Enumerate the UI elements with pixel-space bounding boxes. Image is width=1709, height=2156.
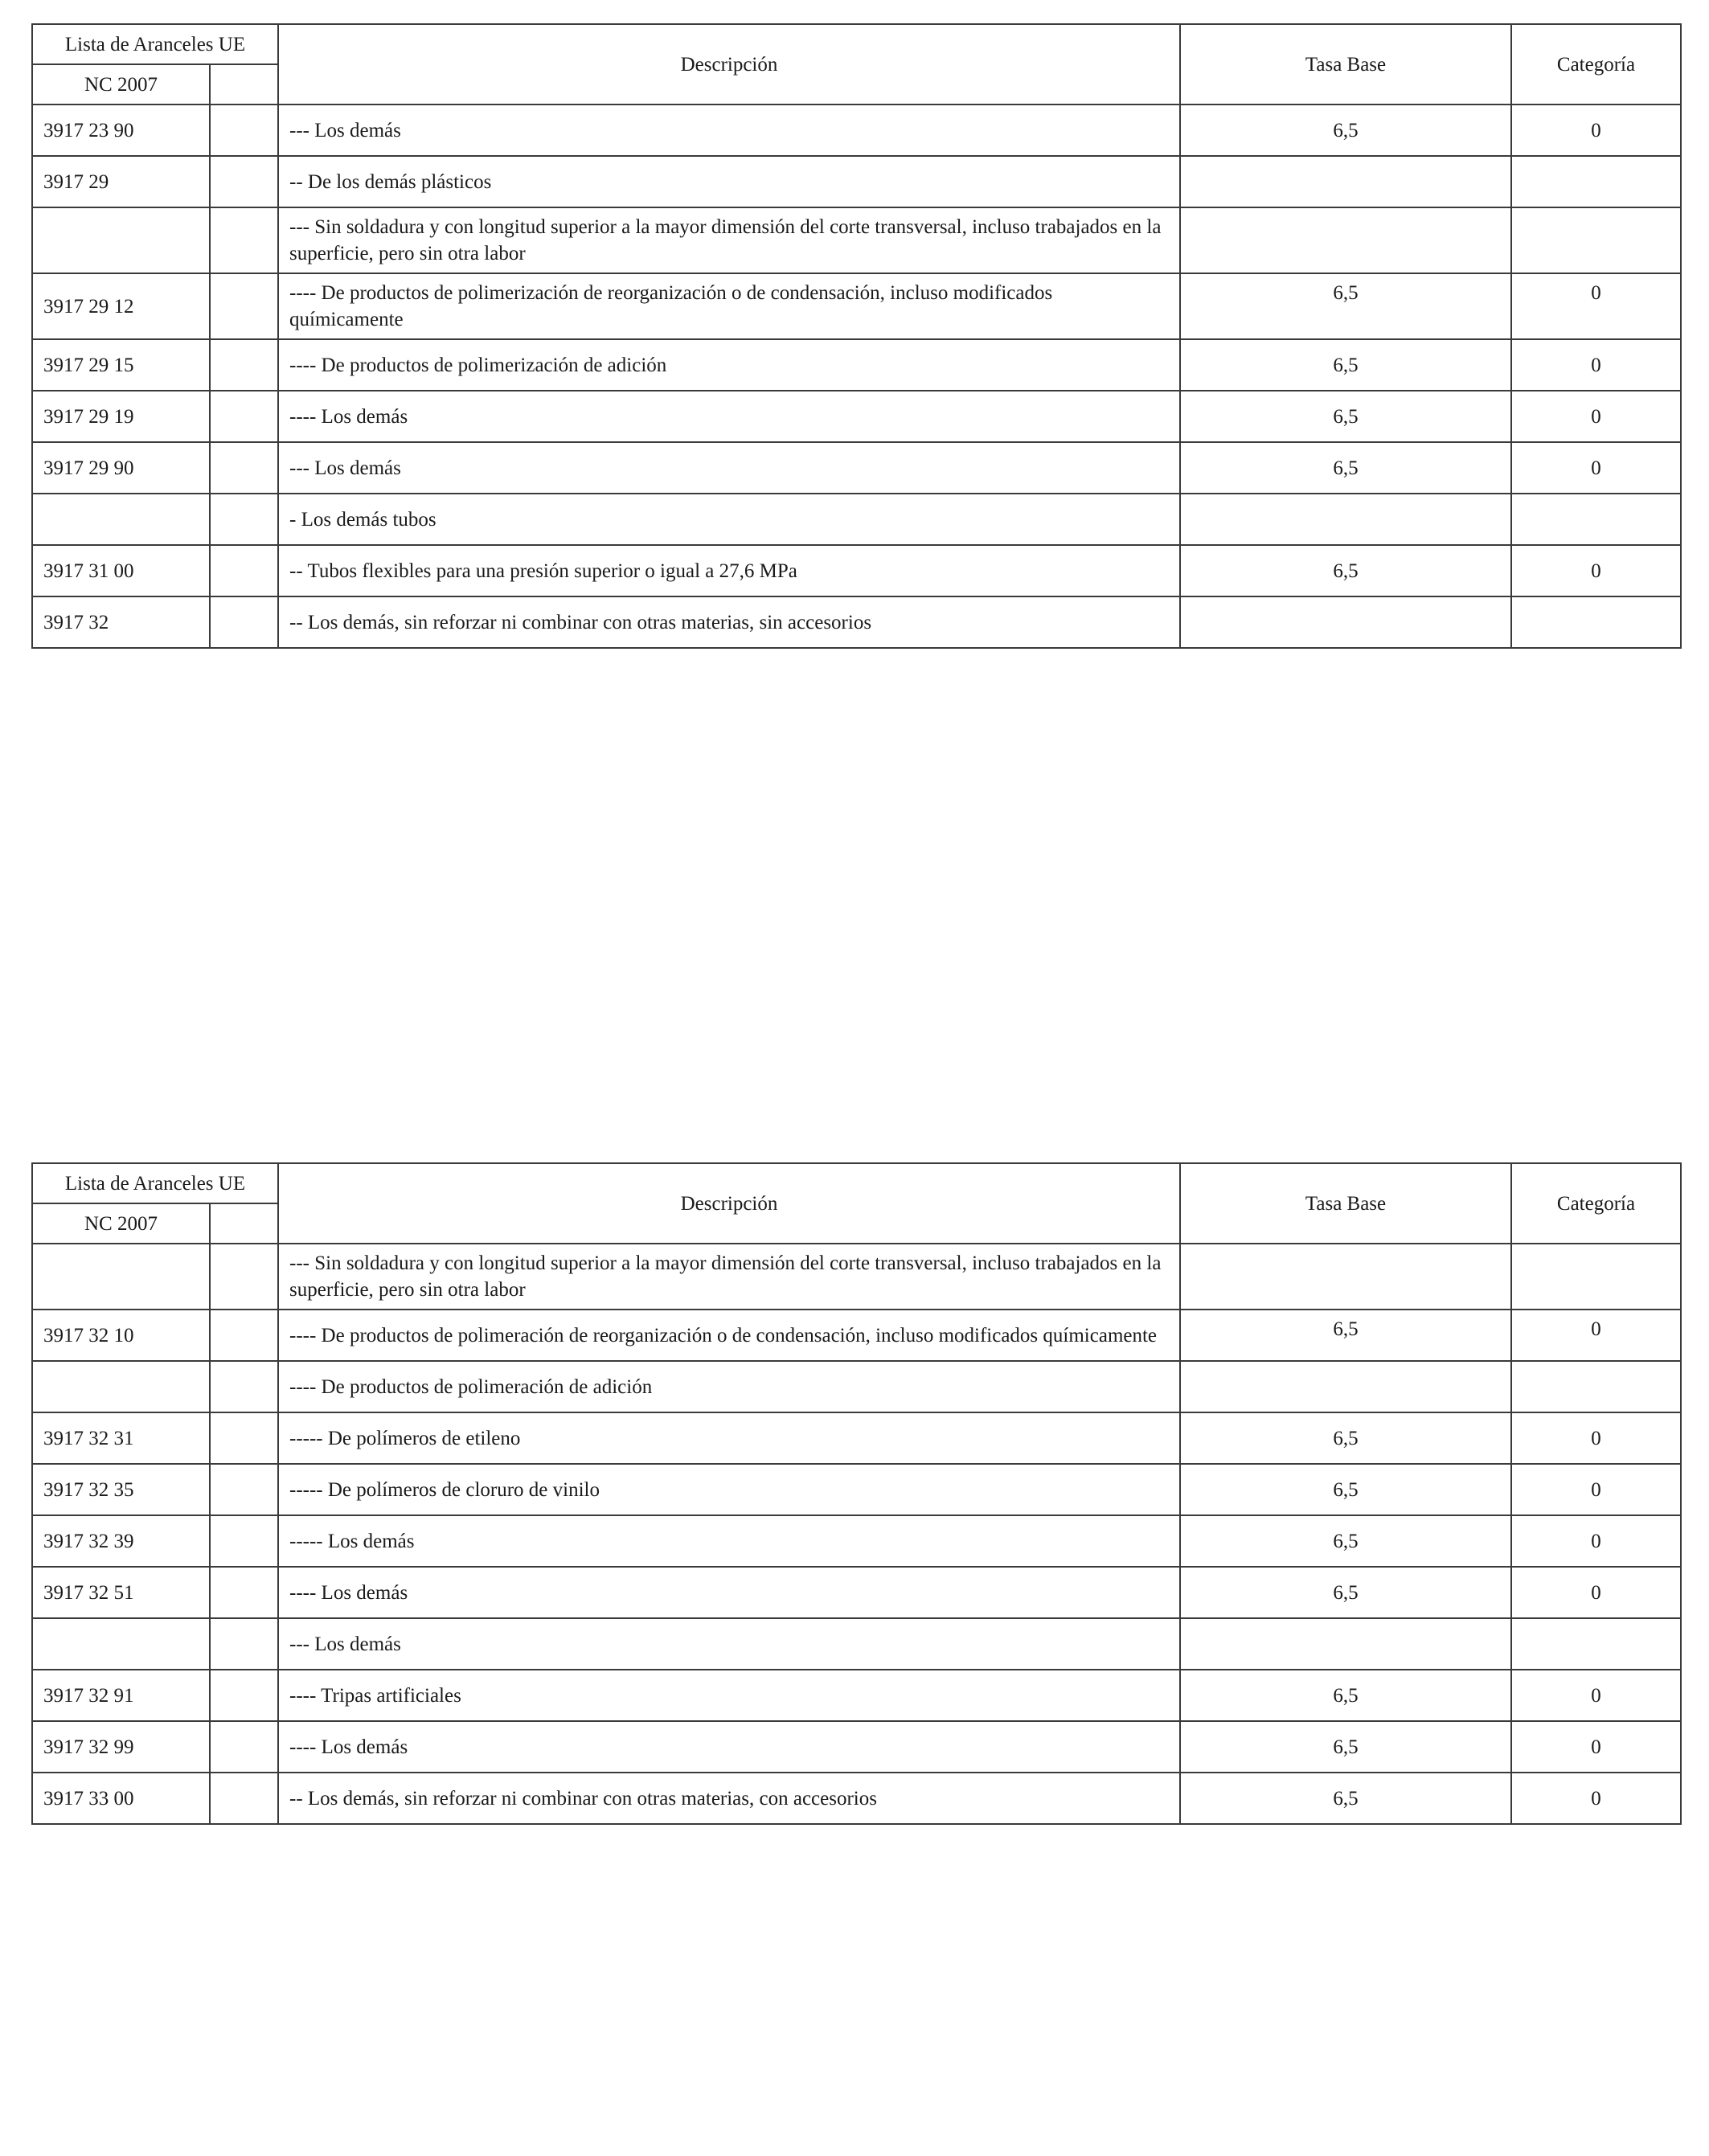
table-body-2 <box>32 1244 1681 1824</box>
header-category: Categoría <box>1511 1163 1681 1244</box>
sub-code-cell <box>210 1464 278 1515</box>
sub-code-cell <box>210 1773 278 1824</box>
header-empty-cell <box>210 64 278 105</box>
table-row <box>32 1412 1681 1464</box>
tariff-code-cell: 3917 29 <box>32 156 210 207</box>
header-description: Descripción <box>278 24 1180 105</box>
sub-code-cell <box>210 494 278 545</box>
base-rate-cell <box>1180 1244 1511 1310</box>
header-category: Categoría <box>1511 24 1681 105</box>
table-row <box>32 1618 1681 1670</box>
base-rate-cell: 6,5 <box>1180 1670 1511 1721</box>
table-row <box>32 1310 1681 1361</box>
tariff-code-cell: 3917 29 90 <box>32 442 210 494</box>
category-cell <box>1511 1244 1681 1310</box>
tariff-code-cell: 3917 32 <box>32 596 210 648</box>
tariff-code-cell: 3917 29 19 <box>32 391 210 442</box>
description-cell: -- Los demás, sin reforzar ni combinar con otras materias, con accesorios <box>278 1773 1180 1824</box>
table-row <box>32 442 1681 494</box>
description-cell: ---- De productos de polimerización de reorganización o de condensación, incluso modificados químicamente <box>278 273 1180 339</box>
table-body-1 <box>32 105 1681 648</box>
base-rate-cell: 6,5 <box>1180 339 1511 391</box>
category-cell: 0 <box>1511 1567 1681 1618</box>
table-row <box>32 1721 1681 1773</box>
description-cell: -- Los demás, sin reforzar ni combinar con otras materias, sin accesorios <box>278 596 1180 648</box>
base-rate-cell: 6,5 <box>1180 1515 1511 1567</box>
tariff-code-cell: 3917 32 10 <box>32 1310 210 1361</box>
base-rate-cell: 6,5 <box>1180 1721 1511 1773</box>
header-base-rate: Tasa Base <box>1180 24 1511 105</box>
base-rate-cell <box>1180 1361 1511 1412</box>
base-rate-cell: 6,5 <box>1180 391 1511 442</box>
sub-code-cell <box>210 339 278 391</box>
tariff-table-1 <box>31 23 1682 649</box>
tariff-code-cell: 3917 29 12 <box>32 273 210 339</box>
table-row <box>32 339 1681 391</box>
category-cell <box>1511 207 1681 273</box>
table-row <box>32 273 1681 339</box>
table-row <box>32 1244 1681 1310</box>
sub-code-cell <box>210 1618 278 1670</box>
header-description: Descripción <box>278 1163 1180 1244</box>
category-cell <box>1511 1618 1681 1670</box>
sub-code-cell <box>210 1670 278 1721</box>
tariff-code-cell <box>32 494 210 545</box>
description-cell: ---- De productos de polimerización de adición <box>278 339 1180 391</box>
category-cell: 0 <box>1511 1412 1681 1464</box>
base-rate-cell: 6,5 <box>1180 1464 1511 1515</box>
category-cell: 0 <box>1511 1515 1681 1567</box>
base-rate-cell: 6,5 <box>1180 442 1511 494</box>
category-cell <box>1511 156 1681 207</box>
base-rate-cell <box>1180 156 1511 207</box>
base-rate-cell: 6,5 <box>1180 1567 1511 1618</box>
category-cell: 0 <box>1511 1721 1681 1773</box>
description-cell: --- Los demás <box>278 442 1180 494</box>
description-cell: ----- De polímeros de cloruro de vinilo <box>278 1464 1180 1515</box>
tariff-code-cell: 3917 32 31 <box>32 1412 210 1464</box>
base-rate-cell: 6,5 <box>1180 105 1511 156</box>
category-cell: 0 <box>1511 391 1681 442</box>
sub-code-cell <box>210 545 278 596</box>
tariff-code-cell <box>32 207 210 273</box>
tariff-code-cell: 3917 31 00 <box>32 545 210 596</box>
description-cell: --- Sin soldadura y con longitud superior a la mayor dimensión del corte transversal, incluso trabajados en la superficie, pero sin otra labor <box>278 207 1180 273</box>
table-row <box>32 1567 1681 1618</box>
description-cell: -- De los demás plásticos <box>278 156 1180 207</box>
table-row <box>32 105 1681 156</box>
table-row <box>32 156 1681 207</box>
description-cell: -- Tubos flexibles para una presión superior o igual a 27,6 MPa <box>278 545 1180 596</box>
sub-code-cell <box>210 1721 278 1773</box>
sub-code-cell <box>210 596 278 648</box>
tariff-code-cell <box>32 1361 210 1412</box>
tariff-table-2 <box>31 1162 1682 1825</box>
header-nc-2007: NC 2007 <box>32 64 210 105</box>
sub-code-cell <box>210 1361 278 1412</box>
header-base-rate: Tasa Base <box>1180 1163 1511 1244</box>
sub-code-cell <box>210 1310 278 1361</box>
base-rate-cell: 6,5 <box>1180 1310 1511 1361</box>
description-cell: ----- De polímeros de etileno <box>278 1412 1180 1464</box>
header-nc-2007: NC 2007 <box>32 1203 210 1244</box>
tariff-code-cell: 3917 29 15 <box>32 339 210 391</box>
sub-code-cell <box>210 1412 278 1464</box>
description-cell: ---- Tripas artificiales <box>278 1670 1180 1721</box>
base-rate-cell <box>1180 207 1511 273</box>
description-cell: --- Los demás <box>278 105 1180 156</box>
description-cell: ---- De productos de polimeración de adición <box>278 1361 1180 1412</box>
table-row <box>32 391 1681 442</box>
base-rate-cell <box>1180 596 1511 648</box>
base-rate-cell: 6,5 <box>1180 545 1511 596</box>
description-cell: --- Sin soldadura y con longitud superior a la mayor dimensión del corte transversal, incluso trabajados en la superficie, pero sin otra labor <box>278 1244 1180 1310</box>
category-cell <box>1511 596 1681 648</box>
table-header-row <box>32 24 1681 64</box>
base-rate-cell: 6,5 <box>1180 273 1511 339</box>
table-row <box>32 1361 1681 1412</box>
table-row <box>32 596 1681 648</box>
table-row <box>32 207 1681 273</box>
table-row <box>32 1515 1681 1567</box>
sub-code-cell <box>210 105 278 156</box>
category-cell: 0 <box>1511 1773 1681 1824</box>
header-list-title: Lista de Aranceles UE <box>32 1163 278 1203</box>
tariff-code-cell: 3917 23 90 <box>32 105 210 156</box>
tariff-code-cell: 3917 32 39 <box>32 1515 210 1567</box>
tariff-code-cell: 3917 32 35 <box>32 1464 210 1515</box>
tariff-code-cell <box>32 1618 210 1670</box>
table-row <box>32 1464 1681 1515</box>
category-cell: 0 <box>1511 1464 1681 1515</box>
sub-code-cell <box>210 1515 278 1567</box>
sub-code-cell <box>210 156 278 207</box>
description-cell: ---- Los demás <box>278 391 1180 442</box>
sub-code-cell <box>210 442 278 494</box>
table-row <box>32 494 1681 545</box>
description-cell: ---- Los demás <box>278 1567 1180 1618</box>
header-list-title: Lista de Aranceles UE <box>32 24 278 64</box>
base-rate-cell <box>1180 1618 1511 1670</box>
category-cell <box>1511 1361 1681 1412</box>
base-rate-cell: 6,5 <box>1180 1412 1511 1464</box>
description-cell: ---- Los demás <box>278 1721 1180 1773</box>
table-row <box>32 1670 1681 1721</box>
base-rate-cell <box>1180 494 1511 545</box>
base-rate-cell: 6,5 <box>1180 1773 1511 1824</box>
table-header-row <box>32 1163 1681 1203</box>
category-cell: 0 <box>1511 1310 1681 1361</box>
tariff-code-cell: 3917 32 99 <box>32 1721 210 1773</box>
category-cell: 0 <box>1511 442 1681 494</box>
category-cell: 0 <box>1511 1670 1681 1721</box>
sub-code-cell <box>210 391 278 442</box>
header-empty-cell <box>210 1203 278 1244</box>
description-cell: - Los demás tubos <box>278 494 1180 545</box>
description-cell: ---- De productos de polimeración de reorganización o de condensación, incluso modificados químicamente <box>278 1310 1180 1361</box>
description-cell: --- Los demás <box>278 1618 1180 1670</box>
tariff-code-cell <box>32 1244 210 1310</box>
description-cell: ----- Los demás <box>278 1515 1180 1567</box>
sub-code-cell <box>210 1244 278 1310</box>
category-cell: 0 <box>1511 273 1681 339</box>
sub-code-cell <box>210 273 278 339</box>
category-cell: 0 <box>1511 105 1681 156</box>
tariff-code-cell: 3917 32 91 <box>32 1670 210 1721</box>
category-cell: 0 <box>1511 339 1681 391</box>
table-row <box>32 545 1681 596</box>
category-cell: 0 <box>1511 545 1681 596</box>
category-cell <box>1511 494 1681 545</box>
table-row <box>32 1773 1681 1824</box>
tariff-code-cell: 3917 32 51 <box>32 1567 210 1618</box>
sub-code-cell <box>210 1567 278 1618</box>
tariff-code-cell: 3917 33 00 <box>32 1773 210 1824</box>
sub-code-cell <box>210 207 278 273</box>
